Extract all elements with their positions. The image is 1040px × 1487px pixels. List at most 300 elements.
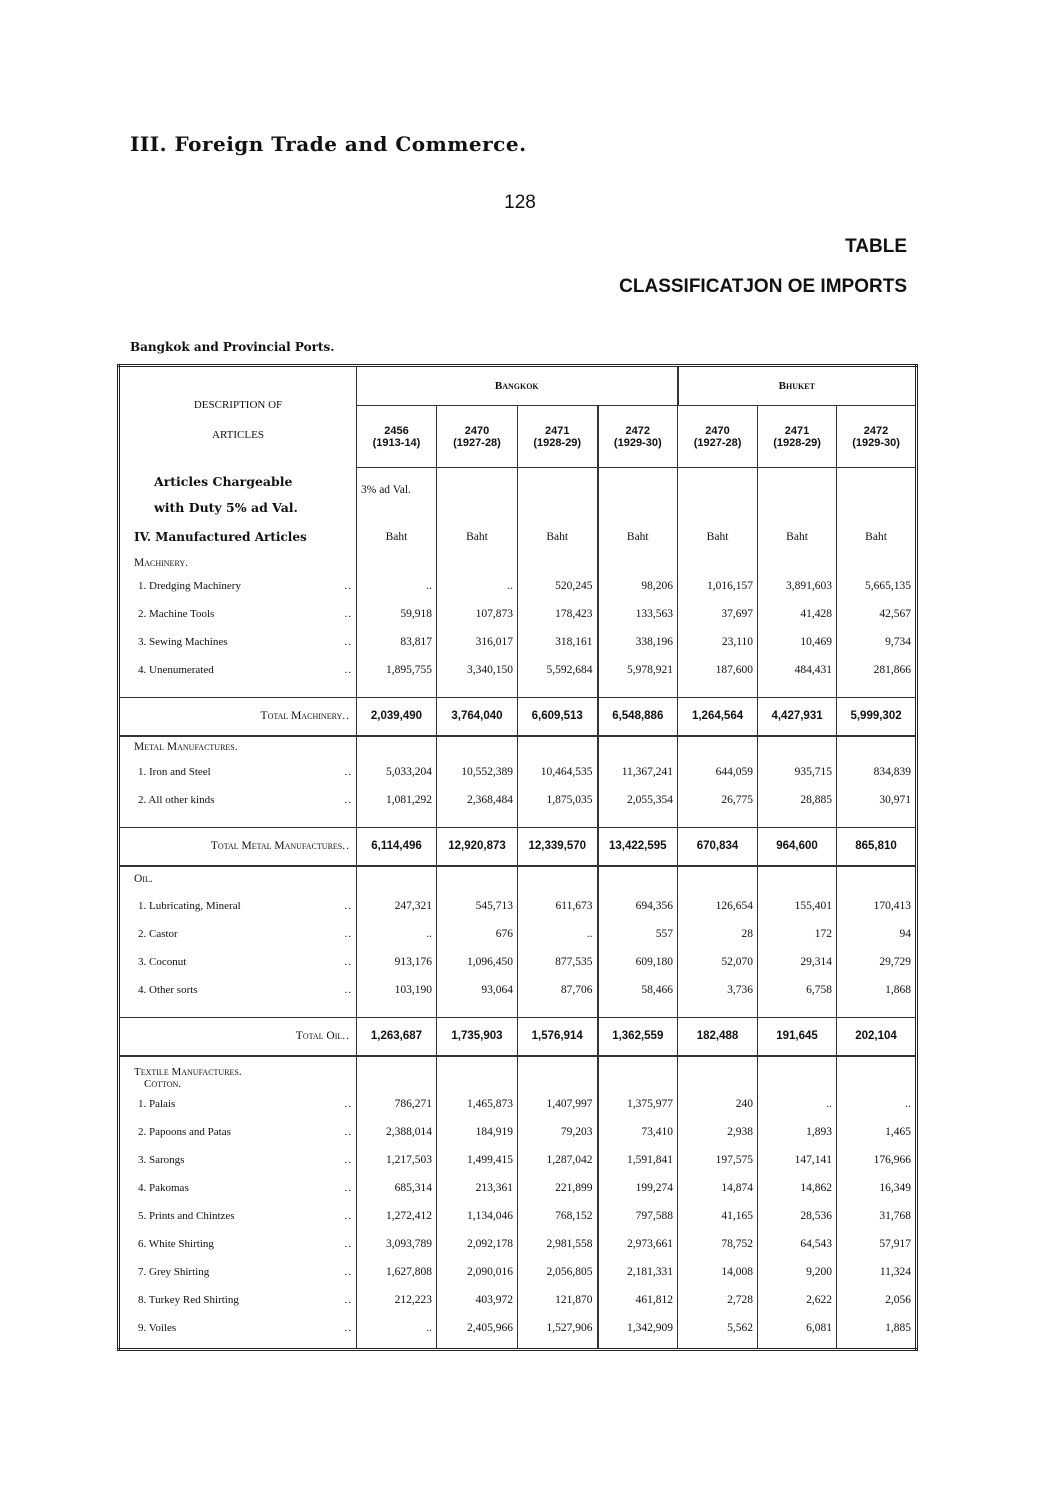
empty-cell	[598, 468, 678, 496]
cell-value: 52,070	[678, 948, 758, 976]
section-heading: III. Foreign Trade and Commerce.	[130, 132, 527, 156]
cell-value: 9,200	[758, 1258, 837, 1286]
cell-value: 58,466	[598, 976, 678, 1004]
machinery-row	[119, 656, 917, 684]
cell-value: 2,181,331	[598, 1258, 678, 1286]
cell-value: 1,527,906	[518, 1314, 598, 1342]
year-period: (1928-29)	[533, 436, 582, 449]
cell-value: 172	[758, 920, 837, 948]
cell-value: 199,274	[598, 1174, 678, 1202]
textile-row	[119, 1090, 917, 1118]
empty-cell	[437, 866, 518, 892]
cell-value: 9,734	[837, 628, 917, 656]
empty-cell	[437, 684, 518, 698]
cell-value: 31,768	[837, 1202, 917, 1230]
cell-value: 1,499,415	[437, 1146, 518, 1174]
cell-value: 73,410	[598, 1118, 678, 1146]
row-label: 2. Machine Tools ..	[119, 600, 357, 628]
oil-row	[119, 948, 917, 976]
empty-cell	[758, 1342, 837, 1350]
textile-title-2: Cotton.	[144, 1077, 182, 1090]
cell-value: 316,017	[437, 628, 518, 656]
machinery	[119, 554, 917, 572]
empty-cell	[437, 1004, 518, 1018]
empty-cell	[678, 736, 758, 758]
cell-value: 2,622	[758, 1286, 837, 1314]
cell-value: 2,728	[678, 1286, 758, 1314]
row-label: 3. Sewing Machines ..	[119, 628, 357, 656]
cell-value: 103,190	[357, 976, 437, 1004]
intro-line1: Articles Chargeable	[154, 474, 293, 489]
cell-value: 5,562	[678, 1314, 758, 1342]
empty-cell	[598, 496, 678, 520]
empty-cell	[119, 1004, 357, 1018]
metal	[119, 736, 917, 758]
empty-cell	[758, 554, 837, 572]
oil-spacer	[119, 1004, 917, 1018]
cell-value: 338,196	[598, 628, 678, 656]
metal-row	[119, 758, 917, 786]
empty-cell	[837, 1342, 917, 1350]
cell-value: 212,223	[357, 1286, 437, 1314]
textile-row	[119, 1258, 917, 1286]
cell-value: 2,388,014	[357, 1118, 437, 1146]
empty-cell	[837, 496, 917, 520]
empty-cell	[518, 496, 598, 520]
unit-label: Baht	[598, 520, 678, 554]
empty-cell	[437, 736, 518, 758]
intro-row-1	[119, 468, 917, 496]
year-label: 2470	[464, 424, 490, 437]
empty-cell	[119, 1342, 357, 1350]
cell-value: 5,592,684	[518, 656, 598, 684]
cell-value: ..	[437, 572, 518, 600]
machinery-total-row	[119, 698, 917, 736]
cell-value: 3,736	[678, 976, 758, 1004]
year-period: (1913-14)	[372, 436, 421, 449]
cell-value: 178,423	[518, 600, 598, 628]
cell-value: 83,817	[357, 628, 437, 656]
cell-value: 176,966	[837, 1146, 917, 1174]
cell-value: 6,758	[758, 976, 837, 1004]
textile-row	[119, 1230, 917, 1258]
row-label: 5. Prints and Chintzes ..	[119, 1202, 357, 1230]
empty-cell	[758, 684, 837, 698]
cell-value: 10,552,389	[437, 758, 518, 786]
total-value: 964,600	[758, 828, 837, 866]
cell-value: 41,428	[758, 600, 837, 628]
empty-cell	[678, 684, 758, 698]
machinery-row	[119, 572, 917, 600]
cell-value: 11,367,241	[598, 758, 678, 786]
cell-value: 14,862	[758, 1174, 837, 1202]
empty-cell	[119, 814, 357, 828]
oil	[119, 866, 917, 892]
empty-cell	[678, 866, 758, 892]
total-value: 191,645	[758, 1018, 837, 1056]
duty-rate: 3% ad Val.	[357, 468, 437, 496]
cell-value: 2,981,558	[518, 1230, 598, 1258]
textile-row	[119, 1146, 917, 1174]
cell-value: 29,729	[837, 948, 917, 976]
group-bhuket: Bhuket	[678, 366, 917, 406]
cell-value: 3,891,603	[758, 572, 837, 600]
total-value: 1,263,687	[357, 1018, 437, 1056]
cell-value: 1,217,503	[357, 1146, 437, 1174]
row-label: 1. Lubricating, Mineral ..	[119, 892, 357, 920]
year-label: 2456	[384, 424, 409, 437]
cell-value: 1,272,412	[357, 1202, 437, 1230]
year-header	[758, 406, 837, 468]
cell-value: 23,110	[678, 628, 758, 656]
empty-cell	[678, 1342, 758, 1350]
cell-value: 611,673	[518, 892, 598, 920]
empty-cell	[678, 1004, 758, 1018]
total-value: 6,548,886	[598, 698, 678, 736]
year-label: 2470	[705, 424, 730, 437]
unit-row	[119, 520, 917, 554]
empty-cell	[518, 684, 598, 698]
empty-cell	[518, 736, 598, 758]
cell-value: 5,033,204	[357, 758, 437, 786]
empty-cell	[837, 468, 917, 496]
empty-cell	[357, 814, 437, 828]
cell-value: 10,469	[758, 628, 837, 656]
intro-row-2	[119, 496, 917, 520]
total-value: 1,362,559	[598, 1018, 678, 1056]
empty-cell	[837, 684, 917, 698]
cell-value: 93,064	[437, 976, 518, 1004]
empty-cell	[837, 1004, 917, 1018]
cell-value: 133,563	[598, 600, 678, 628]
unit-label: Baht	[678, 520, 758, 554]
cell-value: 170,413	[837, 892, 917, 920]
cell-value: 26,775	[678, 786, 758, 814]
row-label: 6. White Shirting ..	[119, 1230, 357, 1258]
empty-cell	[678, 468, 758, 496]
unit-label: Baht	[357, 520, 437, 554]
row-label: 4. Pakomas ..	[119, 1174, 357, 1202]
empty-cell	[837, 1056, 917, 1090]
year-period: (1927-28)	[453, 436, 501, 449]
cell-value: 1,591,841	[598, 1146, 678, 1174]
cell-value: 913,176	[357, 948, 437, 976]
header-row-groups	[119, 366, 917, 406]
cell-value: 41,165	[678, 1202, 758, 1230]
empty-cell	[758, 736, 837, 758]
cell-value: 3,093,789	[357, 1230, 437, 1258]
empty-cell	[357, 684, 437, 698]
cell-value: 1,465	[837, 1118, 917, 1146]
total-value: 182,488	[678, 1018, 758, 1056]
row-label: 1. Dredging Machinery ..	[119, 572, 357, 600]
cell-value: 484,431	[758, 656, 837, 684]
intro-line2: with Duty 5% ad Val.	[154, 500, 298, 515]
total-value: 13,422,595	[598, 828, 678, 866]
cell-value: 28,536	[758, 1202, 837, 1230]
cell-value: 1,885	[837, 1314, 917, 1342]
year-header	[518, 406, 598, 468]
description-header-line1: DESCRIPTION OF	[193, 399, 283, 412]
page-number: 128	[504, 192, 536, 213]
cell-value: 1,342,909	[598, 1314, 678, 1342]
row-label: 2. Castor ..	[119, 920, 357, 948]
cell-value: ..	[837, 1090, 917, 1118]
cell-value: 1,081,292	[357, 786, 437, 814]
cell-value: 155,401	[758, 892, 837, 920]
metal-spacer	[119, 814, 917, 828]
empty-cell	[758, 1056, 837, 1090]
cell-value: 2,973,661	[598, 1230, 678, 1258]
cell-value: 42,567	[837, 600, 917, 628]
empty-cell	[678, 554, 758, 572]
empty-cell	[357, 1004, 437, 1018]
cell-value: 1,096,450	[437, 948, 518, 976]
empty-cell	[598, 1056, 678, 1090]
metal-row	[119, 786, 917, 814]
cell-value: 676	[437, 920, 518, 948]
cell-value: 2,368,484	[437, 786, 518, 814]
row-label: 7. Grey Shirting ..	[119, 1258, 357, 1286]
unit-label: Baht	[758, 520, 837, 554]
cell-value: 2,056	[837, 1286, 917, 1314]
oil-row	[119, 920, 917, 948]
empty-cell	[518, 814, 598, 828]
oil-row	[119, 892, 917, 920]
textile-title	[119, 1056, 357, 1090]
cell-value: 834,839	[837, 758, 917, 786]
total-value: 3,764,040	[437, 698, 518, 736]
row-label: 1. Iron and Steel ..	[119, 758, 357, 786]
total-value: 1,264,564	[678, 698, 758, 736]
cell-value: 11,324	[837, 1258, 917, 1286]
empty-cell	[518, 1342, 598, 1350]
row-label: 4. Unenumerated ..	[119, 656, 357, 684]
cell-value: 786,271	[357, 1090, 437, 1118]
total-value: 865,810	[837, 828, 917, 866]
unit-label: Baht	[837, 520, 917, 554]
metal-total-row	[119, 828, 917, 866]
empty-cell	[598, 684, 678, 698]
cell-value: 644,059	[678, 758, 758, 786]
cell-value: 5,665,135	[837, 572, 917, 600]
cell-value: 64,543	[758, 1230, 837, 1258]
cell-value: 609,180	[598, 948, 678, 976]
cell-value: 187,600	[678, 656, 758, 684]
empty-cell	[598, 736, 678, 758]
cell-value: 30,971	[837, 786, 917, 814]
total-label: Total Machinery ..	[119, 698, 357, 736]
cell-value: 10,464,535	[518, 758, 598, 786]
cell-value: 3,340,150	[437, 656, 518, 684]
cell-value: 28	[678, 920, 758, 948]
cell-value: 16,349	[837, 1174, 917, 1202]
year-label: 2471	[784, 424, 810, 437]
cell-value: 461,812	[598, 1286, 678, 1314]
cell-value: ..	[357, 920, 437, 948]
cell-value: 107,873	[437, 600, 518, 628]
year-label: 2472	[625, 424, 651, 437]
table-title: CLASSIFICATJON OE IMPORTS	[619, 276, 907, 297]
textile-row	[119, 1174, 917, 1202]
row-label: 2. All other kinds ..	[119, 786, 357, 814]
cell-value: 5,978,921	[598, 656, 678, 684]
cell-value: 2,938	[678, 1118, 758, 1146]
textile-row	[119, 1314, 917, 1342]
year-period: (1929-30)	[852, 436, 900, 449]
cell-value: ..	[357, 1314, 437, 1342]
cell-value: 797,588	[598, 1202, 678, 1230]
cell-value: 685,314	[357, 1174, 437, 1202]
textile-title-1: Textile Manufactures.	[134, 1065, 242, 1078]
cell-value: 147,141	[758, 1146, 837, 1174]
cell-value: 28,885	[758, 786, 837, 814]
cell-value: 403,972	[437, 1286, 518, 1314]
section-iv-heading: IV. Manufactured Articles	[134, 529, 307, 544]
total-value: 2,039,490	[357, 698, 437, 736]
table-subtitle: Bangkok and Provincial Ports.	[130, 340, 335, 354]
empty-cell	[837, 736, 917, 758]
description-header-line2: ARTICLES	[212, 429, 264, 442]
metal-title: Metal Manufactures.	[134, 741, 238, 753]
total-value: 6,609,513	[518, 698, 598, 736]
cell-value: 126,654	[678, 892, 758, 920]
cell-value: 2,056,805	[518, 1258, 598, 1286]
cell-value: 1,895,755	[357, 656, 437, 684]
year-header	[837, 406, 917, 468]
cell-value: 1,287,042	[518, 1146, 598, 1174]
empty-cell	[758, 468, 837, 496]
row-label: 3. Coconut ..	[119, 948, 357, 976]
cell-value: 545,713	[437, 892, 518, 920]
empty-cell	[437, 1056, 518, 1090]
cell-value: 59,918	[357, 600, 437, 628]
cell-value: 2,092,178	[437, 1230, 518, 1258]
empty-cell	[357, 496, 437, 520]
cell-value: 1,465,873	[437, 1090, 518, 1118]
empty-cell	[357, 554, 437, 572]
empty-cell	[598, 1342, 678, 1350]
empty-cell	[758, 496, 837, 520]
total-value: 1,735,903	[437, 1018, 518, 1056]
empty-cell	[357, 1342, 437, 1350]
empty-cell	[598, 1004, 678, 1018]
cell-value: 694,356	[598, 892, 678, 920]
cell-value: 121,870	[518, 1286, 598, 1314]
cell-value: 6,081	[758, 1314, 837, 1342]
year-period: (1927-28)	[693, 436, 742, 449]
group-bangkok: Bangkok	[357, 366, 678, 406]
year-header	[357, 406, 437, 468]
empty-cell	[357, 1056, 437, 1090]
empty-cell	[437, 468, 518, 496]
empty-cell	[837, 554, 917, 572]
empty-cell	[518, 468, 598, 496]
cell-value: 1,375,977	[598, 1090, 678, 1118]
cell-value: 98,206	[598, 572, 678, 600]
cell-value: 935,715	[758, 758, 837, 786]
total-value: 4,427,931	[758, 698, 837, 736]
row-label: 9. Voiles ..	[119, 1314, 357, 1342]
total-label: Total Oil ..	[119, 1018, 357, 1056]
imports-table	[117, 364, 918, 1351]
unit-label: Baht	[518, 520, 598, 554]
textile-row	[119, 1118, 917, 1146]
textile-row	[119, 1202, 917, 1230]
cell-value: 94	[837, 920, 917, 948]
cell-value: 79,203	[518, 1118, 598, 1146]
row-label: 3. Sarongs ..	[119, 1146, 357, 1174]
cell-value: 14,874	[678, 1174, 758, 1202]
oil-title: Oil.	[134, 873, 153, 885]
total-value: 1,576,914	[518, 1018, 598, 1056]
total-value: 670,834	[678, 828, 758, 866]
cell-value: 1,016,157	[678, 572, 758, 600]
cell-value: 57,917	[837, 1230, 917, 1258]
cell-value: 221,899	[518, 1174, 598, 1202]
cell-value: 1,407,997	[518, 1090, 598, 1118]
empty-cell	[598, 554, 678, 572]
row-label: 2. Papoons and Patas ..	[119, 1118, 357, 1146]
empty-cell	[598, 866, 678, 892]
cell-value: 213,361	[437, 1174, 518, 1202]
cell-value: 184,919	[437, 1118, 518, 1146]
empty-cell	[678, 1056, 758, 1090]
year-label: 2472	[863, 424, 889, 437]
empty-cell	[518, 554, 598, 572]
description-header	[119, 366, 357, 468]
machinery-row	[119, 628, 917, 656]
empty-cell	[598, 814, 678, 828]
cell-value: 247,321	[357, 892, 437, 920]
machinery-title: Machinery.	[134, 556, 188, 569]
unit-label: Baht	[437, 520, 518, 554]
cell-value: 197,575	[678, 1146, 758, 1174]
total-value: 202,104	[837, 1018, 917, 1056]
empty-cell	[518, 866, 598, 892]
empty-cell	[678, 496, 758, 520]
cell-value: 281,866	[837, 656, 917, 684]
cell-value: 1,875,035	[518, 786, 598, 814]
oil-total-row	[119, 1018, 917, 1056]
cell-value: 318,161	[518, 628, 598, 656]
table-label: TABLE	[845, 236, 907, 257]
cell-value: 14,008	[678, 1258, 758, 1286]
cell-value: 1,893	[758, 1118, 837, 1146]
empty-cell	[518, 1056, 598, 1090]
cell-value: 87,706	[518, 976, 598, 1004]
empty-cell	[437, 1342, 518, 1350]
cell-value: 520,245	[518, 572, 598, 600]
empty-cell	[758, 1004, 837, 1018]
row-label: 1. Palais ..	[119, 1090, 357, 1118]
cell-value: ..	[758, 1090, 837, 1118]
textile-row	[119, 1286, 917, 1314]
cell-value: 78,752	[678, 1230, 758, 1258]
table-end	[119, 1342, 917, 1350]
empty-cell	[837, 814, 917, 828]
row-label: 4. Other sorts ..	[119, 976, 357, 1004]
cell-value: 37,697	[678, 600, 758, 628]
year-header	[437, 406, 518, 468]
empty-cell	[837, 866, 917, 892]
total-value: 6,114,496	[357, 828, 437, 866]
year-header	[678, 406, 758, 468]
empty-cell	[357, 866, 437, 892]
cell-value: 768,152	[518, 1202, 598, 1230]
empty-cell	[119, 684, 357, 698]
cell-value: 877,535	[518, 948, 598, 976]
